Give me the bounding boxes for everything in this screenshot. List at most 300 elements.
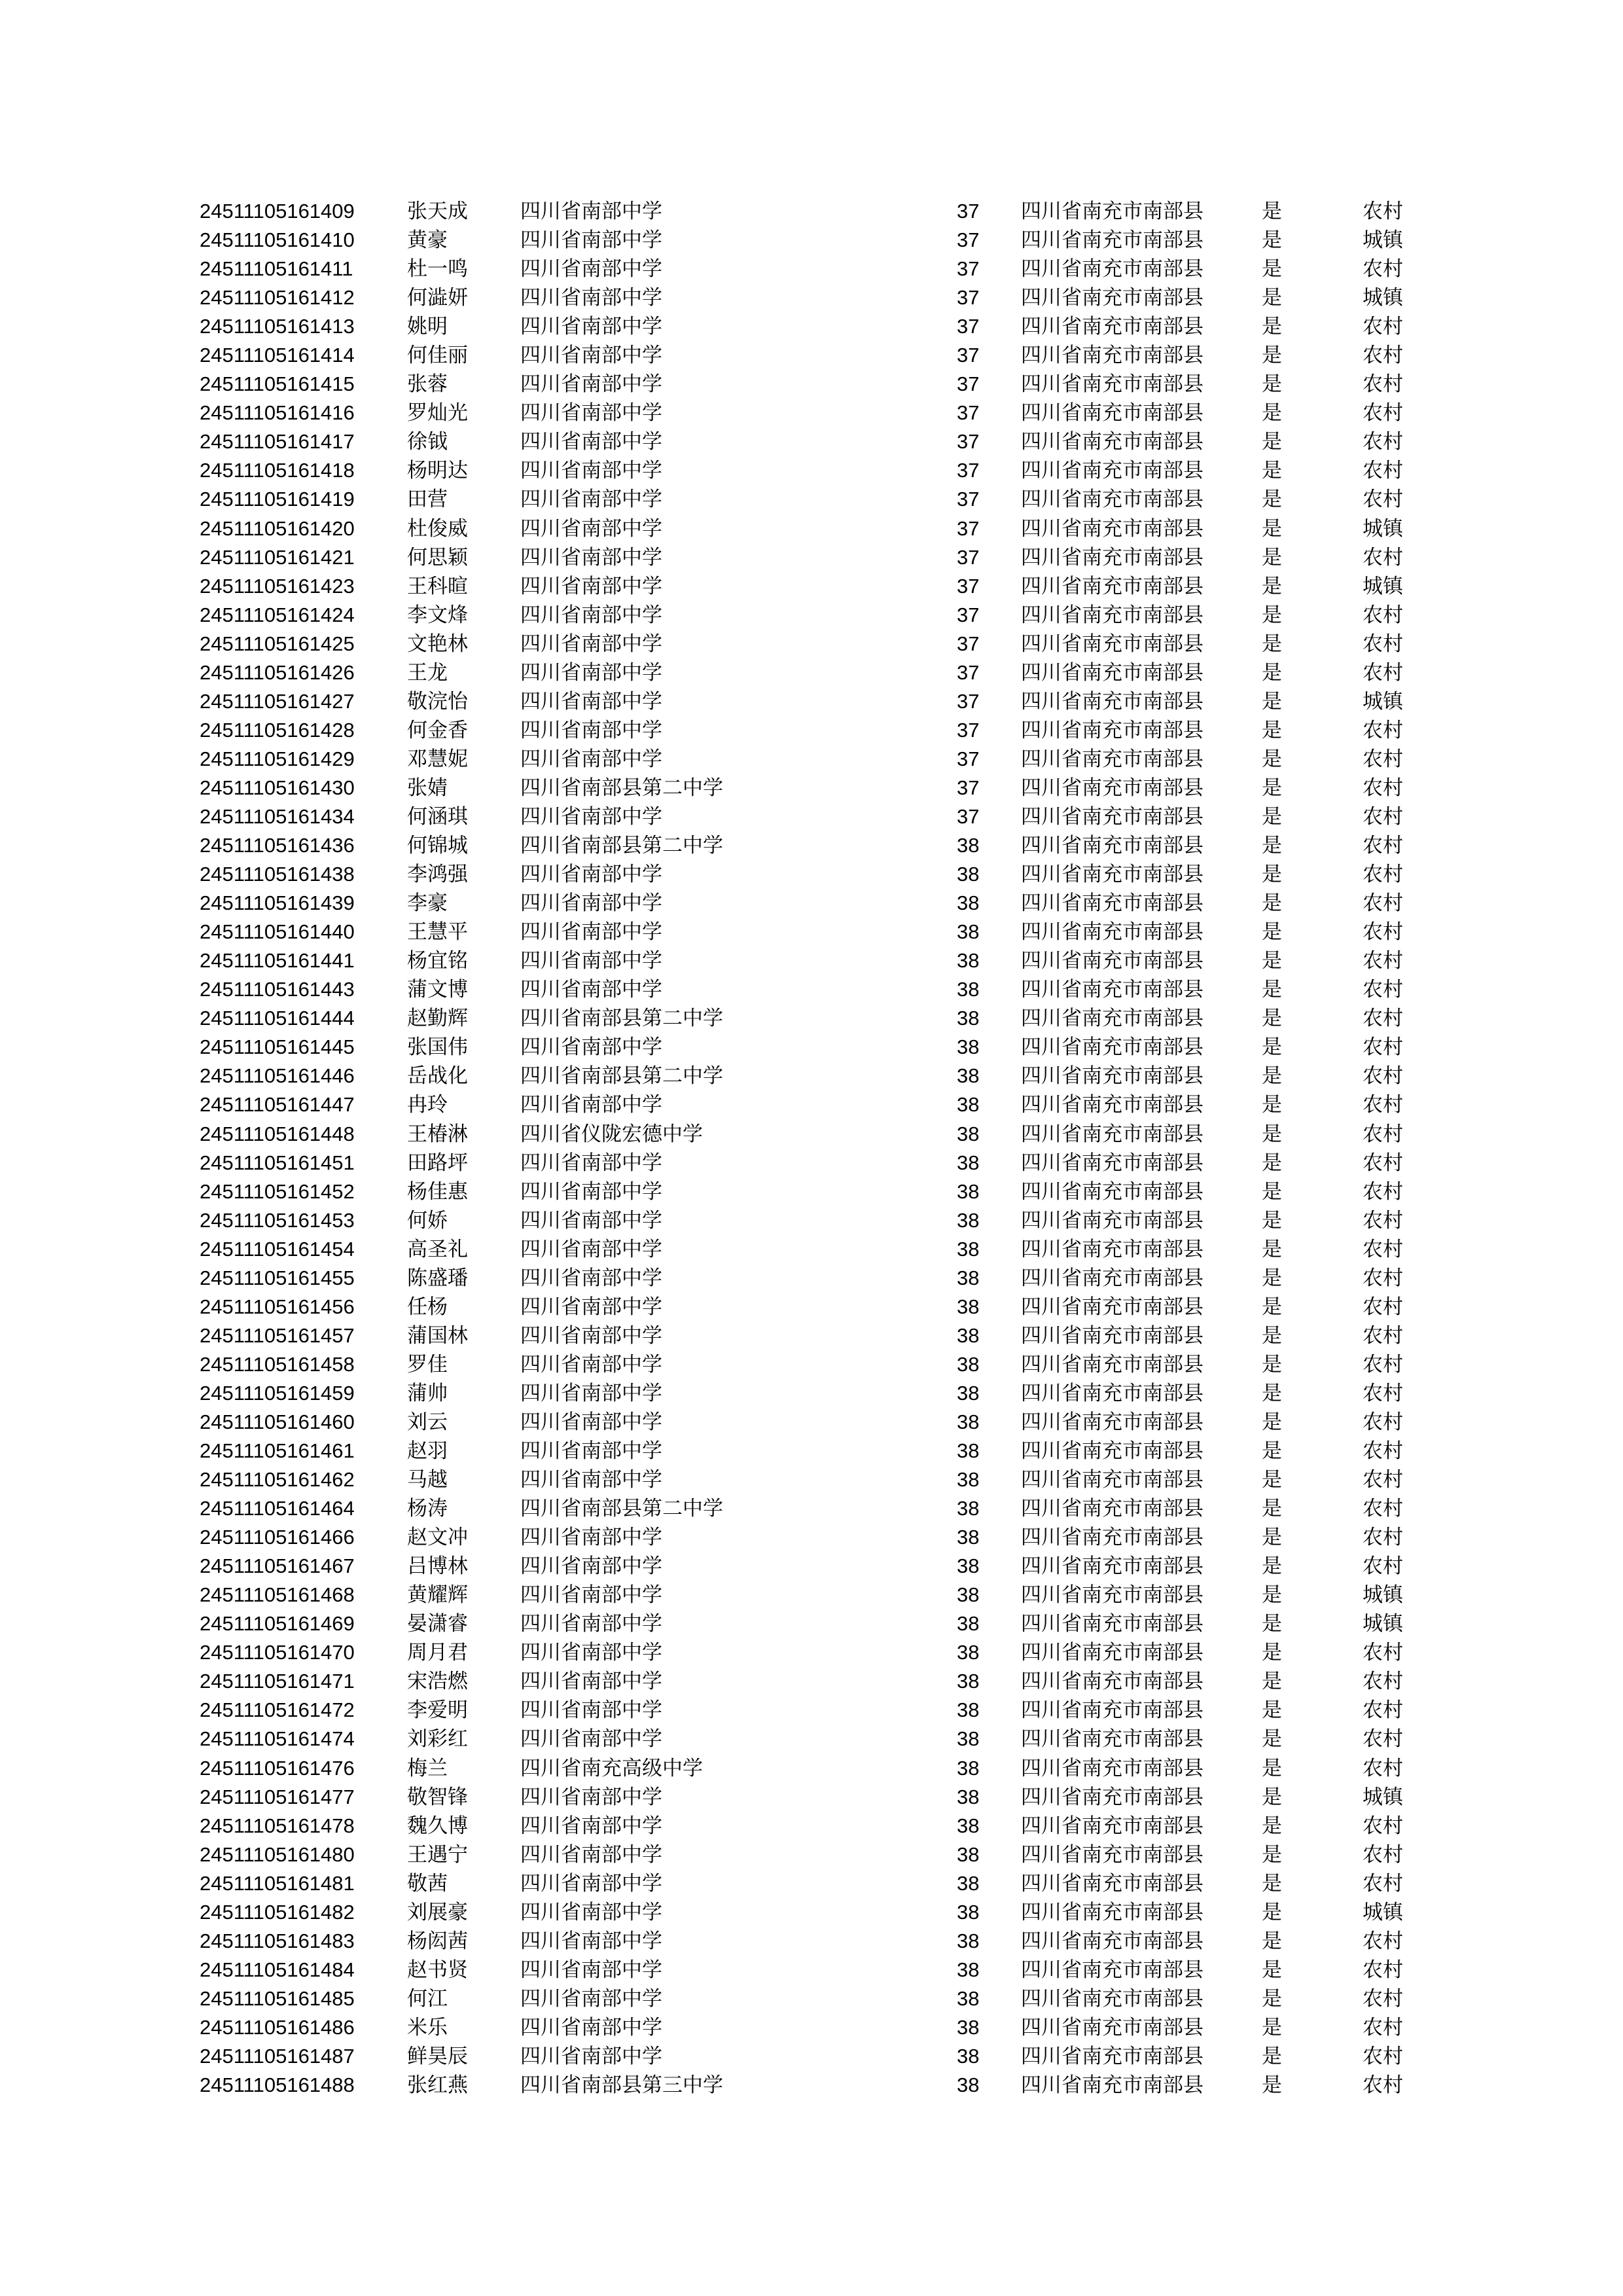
region-cell: 四川省南充市南部县 [1021, 834, 1204, 858]
flag-cell: 是 [1262, 804, 1282, 829]
student-id-cell: 24511105161427 [200, 689, 355, 713]
flag-cell: 是 [1262, 1670, 1282, 1694]
table-row [200, 1667, 1430, 1696]
table-row [200, 1552, 1430, 1581]
score-cell: 38 [957, 1295, 980, 1318]
school-cell: 四川省南部中学 [520, 603, 662, 627]
student-name-cell: 李鸿强 [407, 863, 468, 887]
residence-type-cell: 农村 [1363, 1266, 1403, 1290]
table-row [200, 485, 1430, 514]
residence-type-cell: 城镇 [1363, 1583, 1403, 1607]
table-row [200, 1638, 1430, 1667]
flag-cell: 是 [1262, 1583, 1282, 1607]
school-cell: 四川省南部中学 [520, 286, 662, 310]
region-cell: 四川省南充市南部县 [1021, 1554, 1204, 1579]
school-cell: 四川省南部中学 [520, 315, 662, 339]
score-cell: 38 [957, 1497, 980, 1520]
flag-cell: 是 [1262, 257, 1282, 281]
region-cell: 四川省南充市南部县 [1021, 1958, 1204, 1982]
region-cell: 四川省南充市南部县 [1021, 1295, 1204, 1319]
score-cell: 37 [957, 545, 980, 569]
table-row [200, 1725, 1430, 1753]
flag-cell: 是 [1262, 516, 1282, 541]
flag-cell: 是 [1262, 1842, 1282, 1867]
region-cell: 四川省南充市南部县 [1021, 1352, 1204, 1376]
residence-type-cell: 城镇 [1363, 1612, 1403, 1636]
flag-cell: 是 [1262, 1900, 1282, 1924]
table-row [200, 255, 1430, 283]
student-id-cell: 24511105161485 [200, 1986, 355, 2010]
table-row [200, 1754, 1430, 1783]
student-id-cell: 24511105161487 [200, 2045, 355, 2068]
student-name-cell: 周月君 [407, 1641, 468, 1665]
school-cell: 四川省南部中学 [520, 1641, 662, 1665]
region-cell: 四川省南充市南部县 [1021, 920, 1204, 944]
school-cell: 四川省南部中学 [520, 2045, 662, 2068]
region-cell: 四川省南充市南部县 [1021, 1814, 1204, 1838]
score-cell: 38 [957, 1237, 980, 1261]
score-cell: 37 [957, 401, 980, 425]
student-id-cell: 24511105161410 [200, 228, 355, 252]
student-name-cell: 何涵琪 [407, 804, 468, 829]
school-cell: 四川省南部中学 [520, 1612, 662, 1636]
student-name-cell: 王慧平 [407, 920, 468, 944]
table-row [200, 2071, 1430, 2100]
residence-type-cell: 农村 [1363, 1727, 1403, 1751]
residence-type-cell: 农村 [1363, 1323, 1403, 1348]
flag-cell: 是 [1262, 834, 1282, 858]
residence-type-cell: 农村 [1363, 1064, 1403, 1088]
region-cell: 四川省南充市南部县 [1021, 1064, 1204, 1088]
flag-cell: 是 [1262, 2073, 1282, 2098]
score-cell: 37 [957, 689, 980, 713]
flag-cell: 是 [1262, 574, 1282, 598]
region-cell: 四川省南充市南部县 [1021, 1381, 1204, 1405]
score-cell: 38 [957, 1670, 980, 1693]
residence-type-cell: 农村 [1363, 1756, 1403, 1780]
school-cell: 四川省南部中学 [520, 1670, 662, 1694]
residence-type-cell: 农村 [1363, 920, 1403, 944]
region-cell: 四川省南充市南部县 [1021, 1670, 1204, 1694]
flag-cell: 是 [1262, 776, 1282, 800]
student-id-cell: 24511105161472 [200, 1698, 355, 1722]
flag-cell: 是 [1262, 372, 1282, 397]
school-cell: 四川省南部县第二中学 [520, 1064, 723, 1088]
student-name-cell: 张蓉 [407, 372, 448, 397]
student-id-cell: 24511105161456 [200, 1295, 355, 1318]
score-cell: 37 [957, 776, 980, 799]
score-cell: 37 [957, 200, 980, 223]
student-id-cell: 24511105161428 [200, 718, 355, 742]
student-id-cell: 24511105161457 [200, 1323, 355, 1347]
school-cell: 四川省南部中学 [520, 1439, 662, 1463]
flag-cell: 是 [1262, 200, 1282, 223]
school-cell: 四川省南部中学 [520, 978, 662, 1002]
table-row [200, 860, 1430, 889]
student-id-cell: 24511105161477 [200, 1785, 355, 1808]
table-row [200, 399, 1430, 427]
region-cell: 四川省南充市南部县 [1021, 1266, 1204, 1290]
residence-type-cell: 农村 [1363, 344, 1403, 368]
residence-type-cell: 农村 [1363, 1410, 1403, 1434]
region-cell: 四川省南充市南部县 [1021, 1986, 1204, 2011]
score-cell: 38 [957, 2015, 980, 2039]
school-cell: 四川省南部中学 [520, 2015, 662, 2039]
student-id-cell: 24511105161478 [200, 1814, 355, 1837]
flag-cell: 是 [1262, 1986, 1282, 2011]
table-row [200, 572, 1430, 601]
score-cell: 37 [957, 574, 980, 598]
residence-type-cell: 农村 [1363, 2073, 1403, 2098]
student-name-cell: 王科暄 [407, 574, 468, 598]
region-cell: 四川省南充市南部县 [1021, 1237, 1204, 1261]
student-id-cell: 24511105161460 [200, 1410, 355, 1433]
score-cell: 38 [957, 1007, 980, 1030]
student-name-cell: 张天成 [407, 200, 468, 223]
school-cell: 四川省南部中学 [520, 891, 662, 916]
student-id-cell: 24511105161467 [200, 1554, 355, 1578]
school-cell: 四川省南部中学 [520, 1583, 662, 1607]
student-id-cell: 24511105161441 [200, 949, 355, 973]
region-cell: 四川省南充市南部县 [1021, 747, 1204, 771]
score-cell: 37 [957, 804, 980, 828]
school-cell: 四川省仪陇宏德中学 [520, 1122, 703, 1146]
student-id-cell: 24511105161416 [200, 401, 355, 425]
table-row [200, 1090, 1430, 1119]
region-cell: 四川省南充市南部县 [1021, 459, 1204, 483]
student-id-cell: 24511105161413 [200, 315, 355, 338]
region-cell: 四川省南充市南部县 [1021, 632, 1204, 656]
region-cell: 四川省南充市南部县 [1021, 1151, 1204, 1175]
student-name-cell: 杨佳惠 [407, 1179, 468, 1204]
score-cell: 37 [957, 430, 980, 454]
table-row [200, 1350, 1430, 1379]
school-cell: 四川省南部中学 [520, 689, 662, 713]
score-cell: 38 [957, 1698, 980, 1722]
region-cell: 四川省南充市南部县 [1021, 1526, 1204, 1550]
student-name-cell: 李文烽 [407, 603, 468, 627]
score-cell: 37 [957, 603, 980, 626]
region-cell: 四川省南充市南部县 [1021, 804, 1204, 829]
flag-cell: 是 [1262, 978, 1282, 1002]
school-cell: 四川省南部中学 [520, 1871, 662, 1895]
student-name-cell: 田路坪 [407, 1151, 468, 1175]
student-id-cell: 24511105161455 [200, 1266, 355, 1289]
residence-type-cell: 农村 [1363, 1698, 1403, 1723]
flag-cell: 是 [1262, 747, 1282, 771]
residence-type-cell: 农村 [1363, 257, 1403, 281]
table-row [200, 1984, 1430, 2013]
school-cell: 四川省南部中学 [520, 1237, 662, 1261]
flag-cell: 是 [1262, 1151, 1282, 1175]
student-name-cell: 杜一鸣 [407, 257, 468, 281]
region-cell: 四川省南充市南部县 [1021, 488, 1204, 512]
table-row [200, 1581, 1430, 1609]
residence-type-cell: 农村 [1363, 747, 1403, 771]
residence-type-cell: 城镇 [1363, 286, 1403, 310]
region-cell: 四川省南充市南部县 [1021, 286, 1204, 310]
score-cell: 38 [957, 1958, 980, 1981]
score-cell: 38 [957, 1381, 980, 1405]
table-row [200, 370, 1430, 399]
score-cell: 38 [957, 863, 980, 886]
region-cell: 四川省南充市南部县 [1021, 1035, 1204, 1060]
school-cell: 四川省南部中学 [520, 1179, 662, 1204]
flag-cell: 是 [1262, 1497, 1282, 1521]
school-cell: 四川省南部中学 [520, 401, 662, 425]
score-cell: 37 [957, 718, 980, 742]
school-cell: 四川省南部中学 [520, 632, 662, 656]
school-cell: 四川省南部中学 [520, 804, 662, 829]
student-id-cell: 24511105161429 [200, 747, 355, 770]
student-id-cell: 24511105161461 [200, 1439, 355, 1463]
flag-cell: 是 [1262, 228, 1282, 253]
residence-type-cell: 农村 [1363, 1295, 1403, 1319]
residence-type-cell: 农村 [1363, 1439, 1403, 1463]
region-cell: 四川省南充市南部县 [1021, 516, 1204, 541]
student-name-cell: 杨明达 [407, 459, 468, 483]
student-name-cell: 米乐 [407, 2015, 448, 2039]
school-cell: 四川省南部中学 [520, 1093, 662, 1117]
residence-type-cell: 农村 [1363, 1237, 1403, 1261]
score-cell: 38 [957, 949, 980, 973]
residence-type-cell: 农村 [1363, 372, 1403, 397]
score-cell: 38 [957, 1526, 980, 1549]
school-cell: 四川省南部中学 [520, 257, 662, 281]
school-cell: 四川省南部中学 [520, 574, 662, 598]
school-cell: 四川省南部中学 [520, 920, 662, 944]
student-id-cell: 24511105161446 [200, 1064, 355, 1088]
student-id-cell: 24511105161466 [200, 1526, 355, 1549]
student-id-cell: 24511105161423 [200, 574, 355, 598]
table-row [200, 1494, 1430, 1523]
flag-cell: 是 [1262, 286, 1282, 310]
score-cell: 38 [957, 920, 980, 944]
score-cell: 38 [957, 1064, 980, 1088]
student-name-cell: 罗灿光 [407, 401, 468, 425]
flag-cell: 是 [1262, 1756, 1282, 1780]
region-cell: 四川省南充市南部县 [1021, 574, 1204, 598]
score-cell: 38 [957, 1641, 980, 1664]
residence-type-cell: 农村 [1363, 200, 1403, 223]
table-row [200, 831, 1430, 860]
flag-cell: 是 [1262, 1093, 1282, 1117]
student-id-cell: 24511105161481 [200, 1871, 355, 1895]
score-cell: 38 [957, 2073, 980, 2097]
school-cell: 四川省南部县第二中学 [520, 834, 723, 858]
student-name-cell: 刘展豪 [407, 1900, 468, 1924]
region-cell: 四川省南充市南部县 [1021, 372, 1204, 397]
student-id-cell: 24511105161480 [200, 1842, 355, 1866]
school-cell: 四川省南部中学 [520, 949, 662, 973]
score-cell: 38 [957, 1151, 980, 1174]
flag-cell: 是 [1262, 1554, 1282, 1579]
school-cell: 四川省南部县第二中学 [520, 1007, 723, 1031]
score-cell: 38 [957, 1814, 980, 1837]
student-id-cell: 24511105161421 [200, 545, 355, 569]
table-row [200, 456, 1430, 485]
student-id-cell: 24511105161447 [200, 1093, 355, 1117]
table-row [200, 1465, 1430, 1494]
score-cell: 38 [957, 1122, 980, 1145]
flag-cell: 是 [1262, 1295, 1282, 1319]
student-name-cell: 赵勤辉 [407, 1007, 468, 1031]
table-row [200, 1437, 1430, 1465]
region-cell: 四川省南充市南部县 [1021, 1410, 1204, 1434]
flag-cell: 是 [1262, 401, 1282, 425]
region-cell: 四川省南充市南部县 [1021, 1785, 1204, 1809]
flag-cell: 是 [1262, 603, 1282, 627]
student-id-cell: 24511105161425 [200, 632, 355, 655]
residence-type-cell: 农村 [1363, 488, 1403, 512]
score-cell: 37 [957, 372, 980, 396]
flag-cell: 是 [1262, 1526, 1282, 1550]
region-cell: 四川省南充市南部县 [1021, 1842, 1204, 1867]
table-row [200, 1379, 1430, 1408]
score-cell: 37 [957, 459, 980, 482]
score-cell: 38 [957, 1410, 980, 1433]
student-id-cell: 24511105161474 [200, 1727, 355, 1751]
student-id-cell: 24511105161415 [200, 372, 355, 396]
residence-type-cell: 农村 [1363, 1208, 1403, 1232]
school-cell: 四川省南部中学 [520, 660, 662, 685]
student-name-cell: 蒲国林 [407, 1323, 468, 1348]
student-name-cell: 敬智锋 [407, 1785, 468, 1809]
student-id-cell: 24511105161438 [200, 863, 355, 886]
score-cell: 38 [957, 978, 980, 1001]
region-cell: 四川省南充市南部县 [1021, 344, 1204, 368]
school-cell: 四川省南部中学 [520, 200, 662, 223]
region-cell: 四川省南充市南部县 [1021, 2045, 1204, 2068]
table-row [200, 687, 1430, 716]
region-cell: 四川省南充市南部县 [1021, 2073, 1204, 2098]
residence-type-cell: 农村 [1363, 1526, 1403, 1550]
student-id-cell: 24511105161454 [200, 1237, 355, 1261]
flag-cell: 是 [1262, 949, 1282, 973]
score-cell: 38 [957, 1900, 980, 1924]
region-cell: 四川省南充市南部县 [1021, 2015, 1204, 2039]
student-name-cell: 徐钺 [407, 430, 448, 454]
student-name-cell: 任杨 [407, 1295, 448, 1319]
residence-type-cell: 农村 [1363, 1151, 1403, 1175]
table-row [200, 226, 1430, 255]
flag-cell: 是 [1262, 1266, 1282, 1290]
student-name-cell: 姚明 [407, 315, 448, 339]
residence-type-cell: 农村 [1363, 1554, 1403, 1579]
student-name-cell: 张红燕 [407, 2073, 468, 2098]
residence-type-cell: 农村 [1363, 315, 1403, 339]
student-name-cell: 杨宜铭 [407, 949, 468, 973]
region-cell: 四川省南充市南部县 [1021, 1583, 1204, 1607]
residence-type-cell: 农村 [1363, 545, 1403, 569]
student-id-cell: 24511105161451 [200, 1151, 355, 1174]
student-id-cell: 24511105161412 [200, 286, 355, 310]
student-name-cell: 杨闳茜 [407, 1929, 468, 1953]
school-cell: 四川省南部中学 [520, 1526, 662, 1550]
flag-cell: 是 [1262, 1814, 1282, 1838]
score-cell: 38 [957, 1208, 980, 1232]
school-cell: 四川省南部中学 [520, 1295, 662, 1319]
score-cell: 37 [957, 257, 980, 281]
table-row [200, 630, 1430, 658]
table-row [200, 1840, 1430, 1869]
flag-cell: 是 [1262, 1612, 1282, 1636]
student-id-cell: 24511105161426 [200, 660, 355, 684]
student-id-cell: 24511105161486 [200, 2015, 355, 2039]
residence-type-cell: 农村 [1363, 2015, 1403, 2039]
score-cell: 38 [957, 1871, 980, 1895]
residence-type-cell: 农村 [1363, 1035, 1403, 1060]
school-cell: 四川省南部中学 [520, 516, 662, 541]
residence-type-cell: 农村 [1363, 1929, 1403, 1953]
school-cell: 四川省南部中学 [520, 1381, 662, 1405]
region-cell: 四川省南充市南部县 [1021, 401, 1204, 425]
score-cell: 38 [957, 1468, 980, 1492]
flag-cell: 是 [1262, 1698, 1282, 1723]
student-id-cell: 24511105161443 [200, 978, 355, 1001]
student-name-cell: 魏久博 [407, 1814, 468, 1838]
region-cell: 四川省南充市南部县 [1021, 1323, 1204, 1348]
student-id-cell: 24511105161419 [200, 488, 355, 511]
table-row [200, 1927, 1430, 1956]
flag-cell: 是 [1262, 1007, 1282, 1031]
table-row [200, 889, 1430, 918]
score-cell: 38 [957, 1756, 980, 1780]
score-cell: 38 [957, 1323, 980, 1347]
region-cell: 四川省南充市南部县 [1021, 1900, 1204, 1924]
table-row [200, 774, 1430, 802]
table-row [200, 1062, 1430, 1090]
student-id-cell: 24511105161488 [200, 2073, 355, 2097]
table-row [200, 283, 1430, 312]
student-name-cell: 赵书贤 [407, 1958, 468, 1982]
student-id-cell: 24511105161420 [200, 516, 355, 540]
student-name-cell: 黄耀辉 [407, 1583, 468, 1607]
table-row [200, 1783, 1430, 1812]
residence-type-cell: 农村 [1363, 1381, 1403, 1405]
residence-type-cell: 农村 [1363, 603, 1403, 627]
table-row [200, 1177, 1430, 1206]
residence-type-cell: 农村 [1363, 863, 1403, 887]
student-name-cell: 何锦城 [407, 834, 468, 858]
region-cell: 四川省南充市南部县 [1021, 1756, 1204, 1780]
student-id-cell: 24511105161448 [200, 1122, 355, 1145]
school-cell: 四川省南部中学 [520, 1929, 662, 1953]
student-id-cell: 24511105161444 [200, 1007, 355, 1030]
student-name-cell: 黄豪 [407, 228, 448, 253]
school-cell: 四川省南部县第二中学 [520, 1497, 723, 1521]
student-name-cell: 何江 [407, 1986, 448, 2011]
table-row [200, 745, 1430, 774]
table-row [200, 1696, 1430, 1725]
score-cell: 37 [957, 660, 980, 684]
residence-type-cell: 农村 [1363, 949, 1403, 973]
table-row [200, 427, 1430, 456]
student-name-cell: 田营 [407, 488, 448, 512]
score-cell: 37 [957, 286, 980, 310]
student-name-cell: 刘云 [407, 1410, 448, 1434]
student-id-cell: 24511105161430 [200, 776, 355, 799]
score-cell: 38 [957, 2045, 980, 2068]
student-id-cell: 24511105161411 [200, 257, 353, 281]
flag-cell: 是 [1262, 1958, 1282, 1982]
residence-type-cell: 农村 [1363, 1814, 1403, 1838]
student-name-cell: 赵羽 [407, 1439, 448, 1463]
school-cell: 四川省南部中学 [520, 1468, 662, 1492]
region-cell: 四川省南充市南部县 [1021, 1122, 1204, 1146]
table-row [200, 1120, 1430, 1149]
student-id-cell: 24511105161483 [200, 1929, 355, 1952]
